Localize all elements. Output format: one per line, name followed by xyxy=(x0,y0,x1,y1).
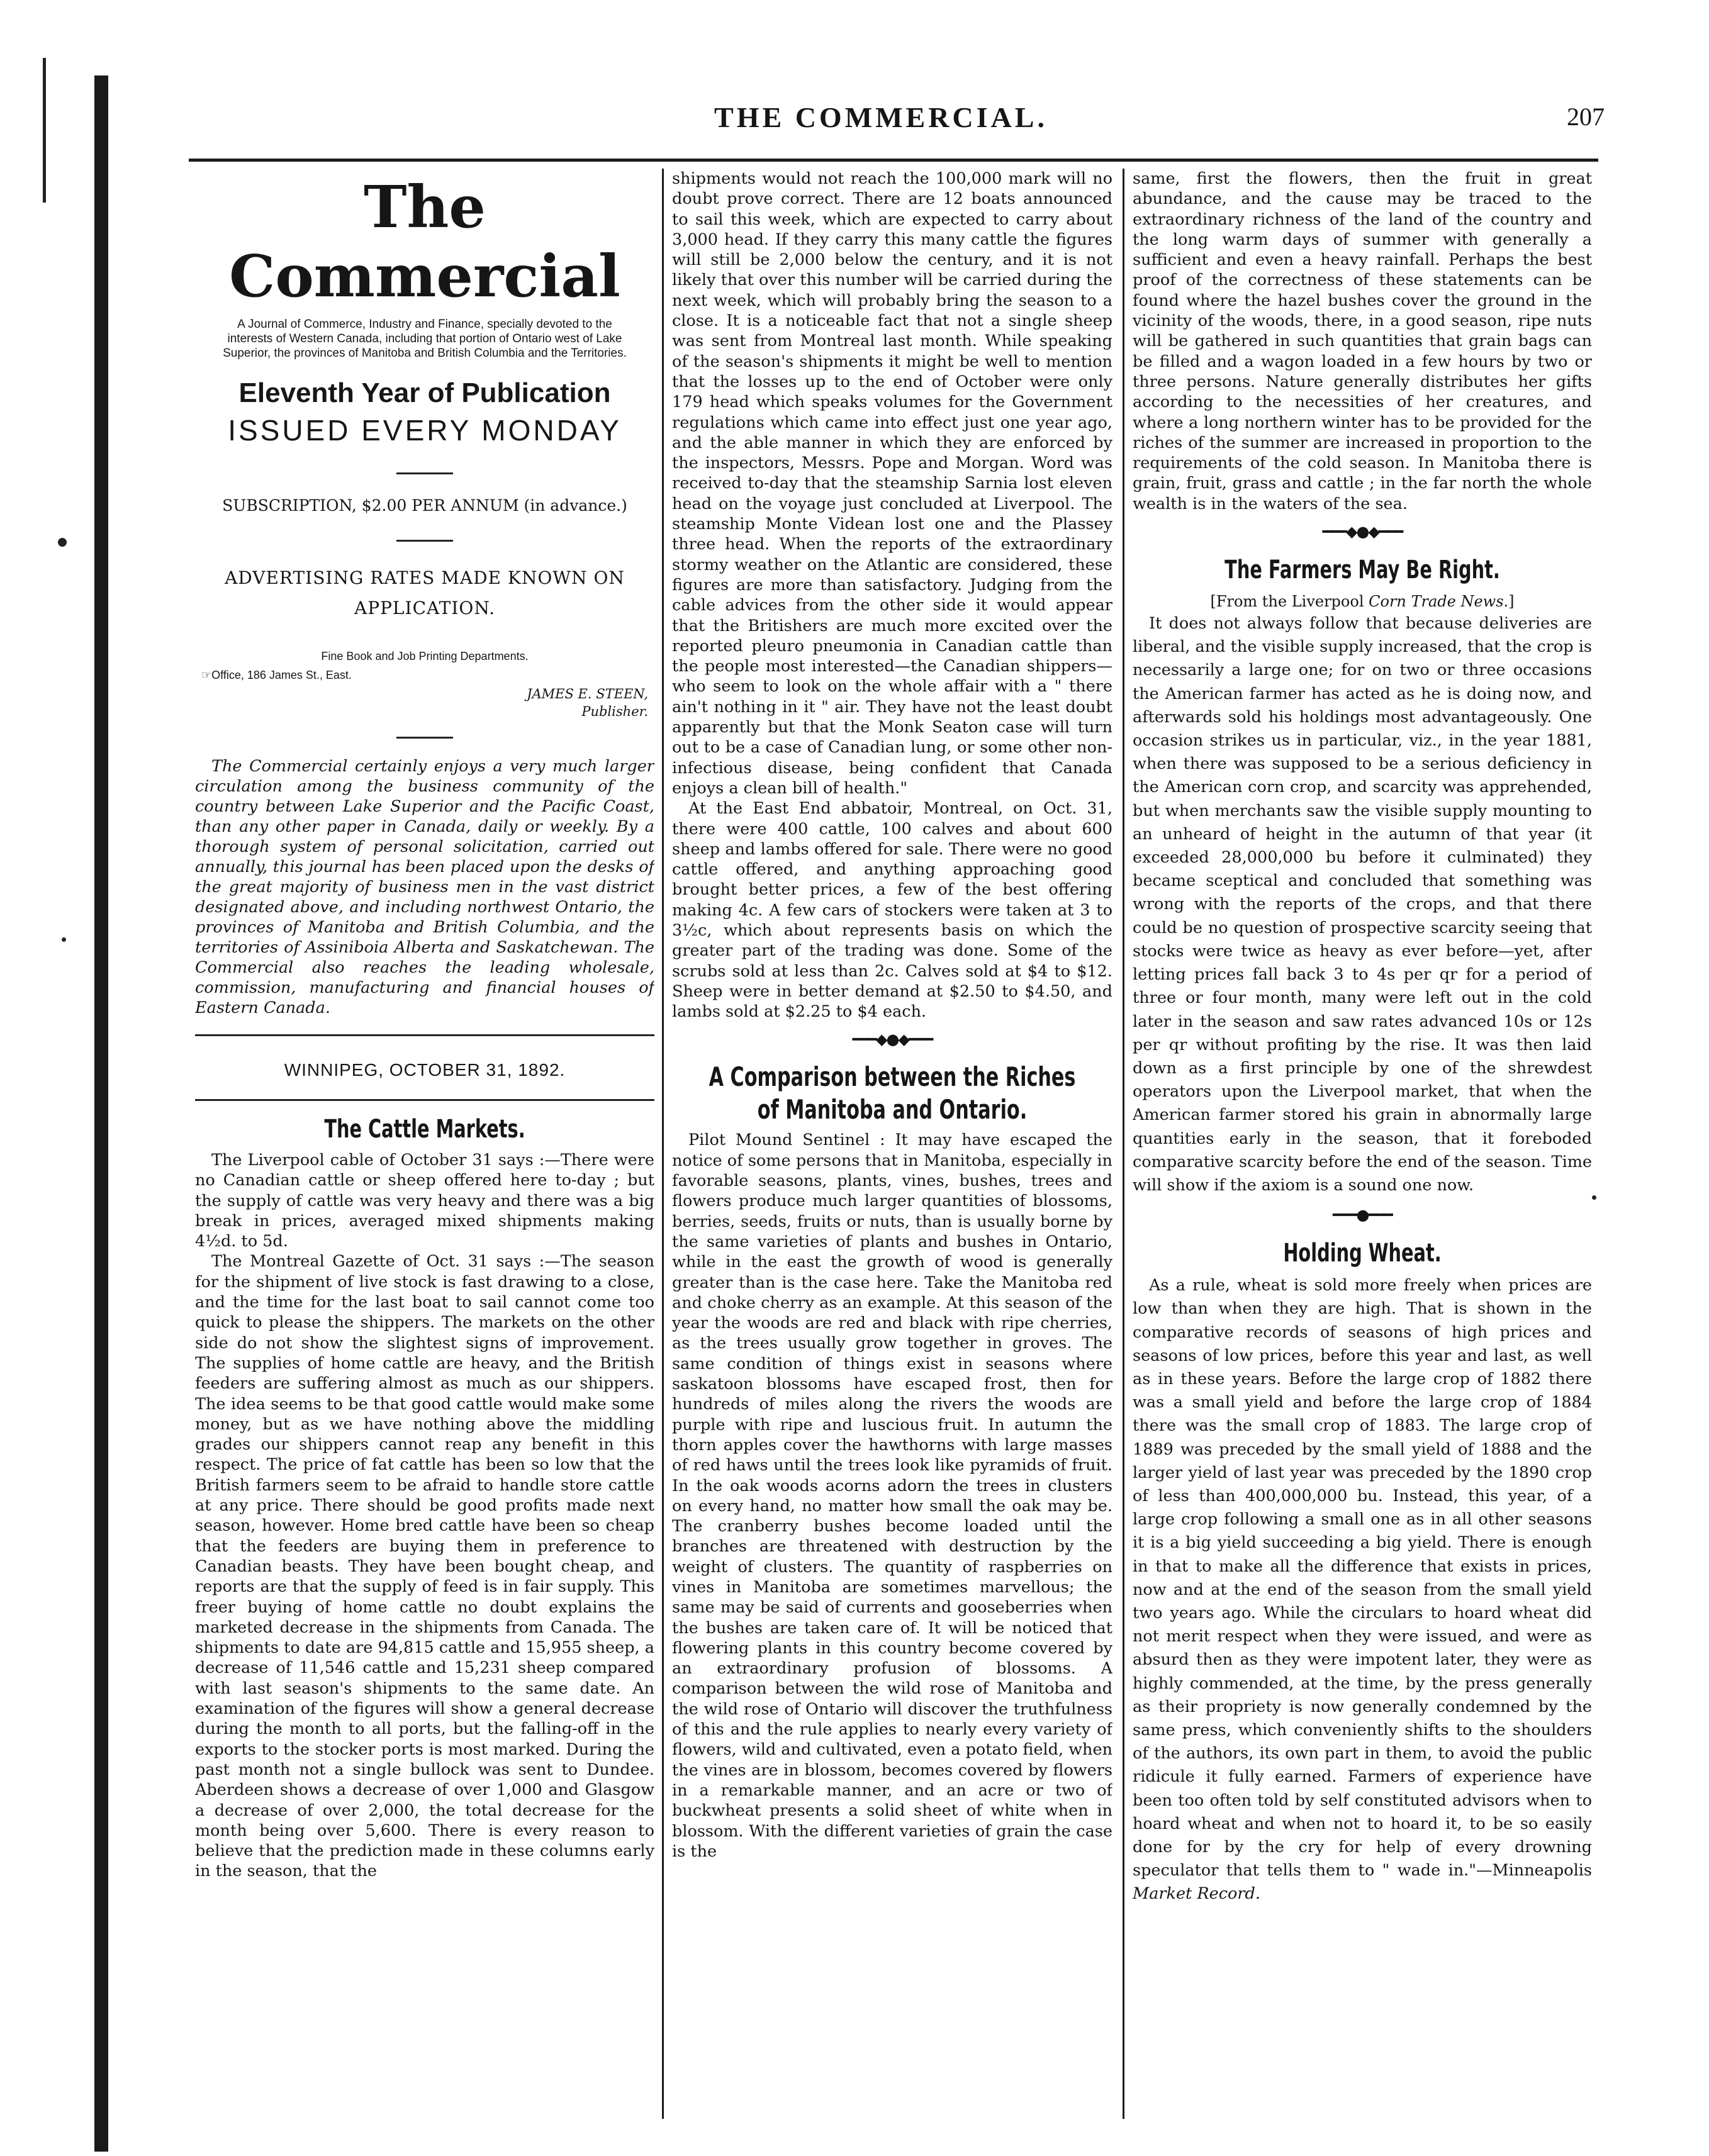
article-heading-comparison: A Comparison between the Riches of Manitoba and Ontario. xyxy=(709,1061,1076,1125)
divider xyxy=(396,472,453,474)
column-1 xyxy=(195,169,654,2113)
page-number: 207 xyxy=(1567,103,1605,131)
article-paragraph: Pilot Mound Sentinel : It may have escaped the notice of some persons that in Manitoba, especially in favorable seasons, plants, vines, bushes, trees and flowers produce much larger quantities of blossoms, berries, seeds, fruits or nuts, than is usually borne by the same varieties of plants and bushes in Ontario, while in the east the growth of wood is generally greater than is the case here. Take the Manitoba red and choke cherry as an example. At this season of the year the woods are red and black with ripe cherries, as the trees usually grow together in groves. The same condition of things exist in seasons where saskatoon blossoms have escaped frost, then for hundreds of miles along the rivers the woods are purple with ripe and luscious fruit. In autumn the thorn apples cover the hawthorns with large masses of red haws until the trees look like pyramids of fruit. In the oak woods acorns adorn the trees in clusters on every hand, no matter how small the oak may be. The cranberry bushes become loaded until the branches are threatened with destruction by the weight of clusters. The quantity of raspberries on vines in Manitoba are sometimes marvellous; the same may be said of currents and gooseberries when the bushes are taken care of. It will be noticed that flowering plants in this country become covered by an extraordinary profusion of blossoms. A comparison between the wild rose of Manitoba and the wild rose of Ontario will discover the truthfulness of this and the rule applies to nearly every variety of flowers, wild and cultivated, even a potato field, when the vines are in blossom, becomes covered by flowers in a remarkable manner, and an acre or two of buckwheat presents a solid sheet of white when in blossom. With the different varieties of grain the case is the xyxy=(672,1131,1112,1861)
year-line: Eleventh Year of Publication xyxy=(238,377,611,408)
margin-dot xyxy=(62,937,66,942)
circulation-note: The Commercial certainly enjoys a very much larger circulation among the business community of the country between Lake Superior and the Pacific Coast, than any other paper in Canada, daily or weekly. By a thorough system of personal solicitation, carried out annually, this journal has been placed upon the desks of the great majority of business men in the vast district designated above, and including northwest Ontario, the provinces of Manitoba and British Columbia, and the territories of Assiniboia Alberta and Saskatchewan. The Commercial also reaches the leading wholesale, commission, manufacturing and financial houses of Eastern Canada. xyxy=(195,757,654,1017)
margin-mark xyxy=(43,58,46,203)
article-heading-holding: Holding Wheat. xyxy=(1283,1239,1442,1268)
article-heading-farmers: The Farmers May Be Right. xyxy=(1224,556,1500,585)
article-paragraph: It does not always follow that because deliveries are liberal, and the visible supply increased, that the crop is necessarily a large one; for on two or three occasions the American farmer has acted as he is doing now, and afterwards sold his holdings most advantageously. One occasion strikes us in particular, viz., in the year 1881, when there was supposed to be a serious deficiency in the American corn crop, and scarcity was apprehended, but when merchants saw the visible supply mounting to an unheard of height in the autumn of that year (it exceeded 28,000,000 bu before it culminated) they became sceptical and concluded that something was wrong with the reports of the crops, and that there could be no question of prospective scarcity seeing that stocks were twice as heavy as ever before—yet, after letting prices fall back 3 to 4s per qr for a period of three or four month, many were left out in the cold later in the season and saw rates advanced 10s or 12s per qr without profiting by the rise. It was then laid down as a first principle by one of the shrewdest operators upon the Liverpool market, that when the American farmer stored his grain in abnormally large quantities early in the season, that it foreboded comparative scarcity before the end of the season. Time will show if the axiom is a sound one now. xyxy=(1133,614,1592,1195)
article-paragraph: The Montreal Gazette of Oct. 31 says :—The season for the shipment of live stock is fast drawing to a close, and the time for the last boat to sail cannot come too quick to please the shippers. The markets on the other side do not show the slightest signs of improvement. The supplies of home cattle are heavy, and the British feeders are suffering almost as much as our shippers. The idea seems to be that good cattle would make some money, but as we have nothing above the middling grades our shippers cannot reap any benefit in this respect. The price of fat cattle has been so low that the British farmers seem to be afraid to handle store cattle at any price. There should be good profits made next season, however. Home bred cattle have been so cheap that the feeders are buying them in preference to Canadian beasts. They have been bought cheap, and reports are that the supply of feed is in fair supply. This freer buying of home cattle no doubt explains the marketed decrease in the shipments from Canada. The shipments to date are 94,815 cattle and 15,955 sheep, a decrease of 11,546 cattle and 15,231 sheep compared with last season's shipments to the same date. An examination of the figures will show a general decrease during the month to all ports, but the falling-off in the exports to the stocker ports is most marked. During the past month not a single bullock was sent to Dundee. Aberdeen shows a decrease of over 1,000 and Glasgow a decrease of over 2,000, the total decrease for the month being over 5,600. There is every reason to believe that the prediction made in these columns early in the season, that the xyxy=(195,1252,654,1881)
binding-edge xyxy=(94,75,108,2152)
margin-dot xyxy=(1592,1195,1596,1200)
subscription-line: SUBSCRIPTION, $2.00 PER ANNUM (in advance.) xyxy=(222,496,627,515)
column-2 xyxy=(672,169,1112,2125)
masthead-description: A Journal of Commerce, Industry and Finance, specially devoted to the interests of Western Canada, including that portion of Ontario west of Lake Superior, the provinces of Manitoba and British Columbia and the Territories. xyxy=(223,318,627,360)
publisher-name: JAMES E. STEEN, xyxy=(527,686,648,701)
dateline: WINNIPEG, OCTOBER 31, 1892. xyxy=(195,1034,654,1101)
advertising-line: ADVERTISING RATES MADE KNOWN ON APPLICATION. xyxy=(225,567,625,618)
article-paragraph: shipments would not reach the 100,000 mark will no doubt prove correct. There are 12 boats announced to sail this week, which are expected to carry about 3,000 head. If they carry this many cattle the figures will still be 2,000 below the century, and it is not likely that over this number will be carried during the next week, which will probably bring the season to a close. It is a noticeable fact that not a single sheep was sent from Montreal last month. While speaking of the season's shipments it might be well to mention that the losses up to the end of October were only 179 head which speaks volumes for the Government regulations which came into effect just one year ago, and the able manner in which they are enforced by the inspectors, Messrs. Pope and Morgan. Word was received to-day that the steamship Sarnia lost eleven head on the voyage just concluded at Liverpool. The steamship Monte Videan lost one and the Plassey three head. When the reports of the extraordinary stormy weather on the Atlantic are considered, these figures are more than satisfactory. Judging from the cable advices from the other side it would appear that the Britishers are much more excited over the reported pleuro pneumonia in Canadian cattle than the people most interested—the Canadian shippers—who seem to look on the whole affair with a " there ain't nothing in it " air. They have not the least doubt apparently but that the Monk Seaton case will turn out to be a case of Canadian lung, or some other non-infectious disease, being confident that Canada enjoys a clean bill of health." xyxy=(672,169,1112,798)
source-title: Market Record. xyxy=(1133,1884,1260,1904)
section-ornament: ━━━●━━━ xyxy=(1333,1206,1392,1224)
paragraph-text: As a rule, wheat is sold more freely when prices are low than when they are high. That is shown in the comparative records of seasons of high prices and seasons of low prices, before this year and last, as well as in these years. Before the large crop of 1882 there was a small yield and before the large crop of 1884 there was the small crop of 1883. The large crop of 1889 was preceded by the small yield of 1888 and the larger yield of last year was preceded by the 1890 crop of less than 400,000,000 bu. Instead, this year, of a large crop following a small one as in all other seasons it is a big yield succeeding a big yield. There is enough in that to make all the difference that exists in prices, now and at the end of the season from the small yield two years ago. While the circulars to hoard wheat did not merit respect when they were issued, and were as absurd then as they were impotent later, they were as highly commended, at the time, by the press generally as their propriety is now generally condemned by the same press, which conveniently shifts to the shoulders of the authors, its own part in them, to avoid the public ridicule it fully earned. Farmers of experience have been too often told by self constituted advisors when to hoard wheat and when not to hoard it, to be so easily done for by the cry for help of every drowning speculator that tells them to " wade in."—Minneapolis xyxy=(1133,1276,1592,1880)
section-ornament: ━━━◆●◆━━━ xyxy=(852,1031,933,1049)
running-head xyxy=(157,101,1605,145)
running-head-title: THE COMMERCIAL. xyxy=(714,101,1048,133)
article-source xyxy=(1133,591,1592,612)
column-rule xyxy=(1123,169,1124,2119)
article-paragraph: The Liverpool cable of October 31 says :—There were no Canadian cattle or sheep offered here to-day ; but the supply of cattle was very heavy and there was a big break in prices, averaged mixed shipments making 4½d. to 5d. xyxy=(195,1151,654,1251)
article-paragraph xyxy=(1133,1274,1592,1906)
masthead-title: The Commercial xyxy=(229,173,620,310)
divider xyxy=(396,540,453,542)
source-prefix: [From the Liverpool xyxy=(1210,593,1369,611)
source-title: Corn Trade News. xyxy=(1369,593,1509,611)
article-paragraph: same, first the flowers, then the fruit in great abundance, and the cause may be traced to the extraordinary richness of the land of the country and the long warm days of summer with generally a sufficient and even a heavy rainfall. Perhaps the best proof of the correctness of these statements can be found where the hazel bushes cover the ground in the vicinity of the woods, there, in a good season, ripe nuts will be gathered in such quantities that grain bags can be filled and a wagon loaded in a few hours by two or three persons. Nature generally distributes her gifts according to the necessities of her creatures, and where a long northern winter has to be provided for the riches of the summer are increased in proportion to the requirements of the cold season. In Manitoba there is grain, fruit, grass and cattle ; in the far north the whole wealth is in the waters of the sea. xyxy=(1133,169,1592,513)
column-3 xyxy=(1133,169,1592,2125)
article-paragraph: At the East End abbatoir, Montreal, on Oct. 31, there were 400 cattle, 100 calves and about 600 sheep and lambs offered for sale. There were no good cattle offered, and anything approaching good brought better prices, a few of the best offering making 4c. A few cars of stockers were taken at 3 to 3½c, which about represents basis on which the greater part of the trading was done. Some of the scrubs sold at less than 2c. Calves sold at $4 to $12. Sheep were in better demand at $2.50 to $4.50, and lambs sold at $2.25 to $4 each. xyxy=(672,799,1112,1022)
divider xyxy=(396,737,453,739)
issued-line: ISSUED EVERY MONDAY xyxy=(228,414,622,447)
article-heading-cattle: The Cattle Markets. xyxy=(324,1115,525,1144)
margin-dot xyxy=(58,538,67,547)
publisher-title: Publisher. xyxy=(581,704,648,719)
source-suffix: ] xyxy=(1508,593,1515,611)
printing-line: Fine Book and Job Printing Departments. xyxy=(321,650,529,662)
head-rule xyxy=(189,159,1598,162)
section-ornament: ━━━◆●◆━━━ xyxy=(1322,523,1403,541)
column-rule xyxy=(662,169,664,2119)
office-line: ☞Office, 186 James St., East. xyxy=(201,669,352,681)
